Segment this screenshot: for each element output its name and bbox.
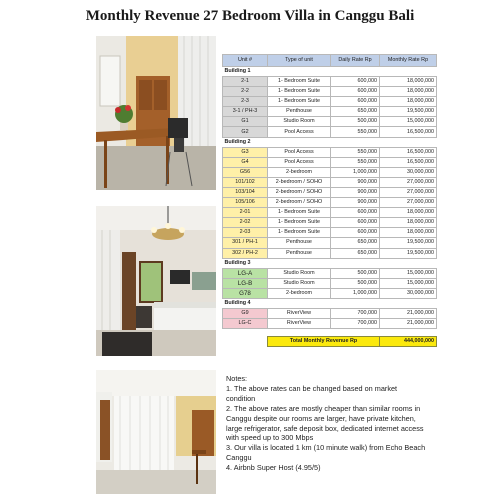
daily-rate-cell: 900,000 bbox=[331, 198, 380, 208]
building-heading-row bbox=[223, 67, 437, 77]
spacer-cell bbox=[223, 329, 437, 337]
unit-cell: 105/106 bbox=[223, 198, 268, 208]
monthly-rate-cell: 15,000,000 bbox=[380, 117, 437, 127]
monthly-rate-cell: 27,000,000 bbox=[380, 198, 437, 208]
daily-rate-cell: 700,000 bbox=[331, 308, 380, 318]
table-row bbox=[223, 107, 437, 117]
type-cell: Pool Access bbox=[268, 157, 331, 167]
unit-cell: 2-3 bbox=[223, 97, 268, 107]
note-item: 2. The above rates are mostly cheaper than similar rooms in Canggu despite our rooms are larger, have private kitchen, large refrigerator, safe deposit box, dedicated internet access with speed up to 300 Mbps bbox=[226, 403, 424, 443]
daily-rate-cell: 1,000,000 bbox=[331, 288, 380, 298]
table-row bbox=[223, 318, 437, 328]
type-cell: 2-bedroom / SOHO bbox=[268, 187, 331, 197]
table-row bbox=[223, 278, 437, 288]
rate-table bbox=[222, 54, 437, 347]
unit-cell: 301 / PH-1 bbox=[223, 238, 268, 248]
type-cell: 2-bedroom bbox=[268, 167, 331, 177]
daily-rate-cell: 650,000 bbox=[331, 238, 380, 248]
type-cell: 1- Bedroom Suite bbox=[268, 97, 331, 107]
daily-rate-cell: 700,000 bbox=[331, 318, 380, 328]
type-cell: 1- Bedroom Suite bbox=[268, 228, 331, 238]
building-label: Building 2 bbox=[223, 137, 437, 147]
header-type: Type of unit bbox=[268, 55, 331, 67]
monthly-rate-cell: 27,000,000 bbox=[380, 177, 437, 187]
unit-cell: LG-A bbox=[223, 268, 268, 278]
monthly-rate-cell: 19,500,000 bbox=[380, 238, 437, 248]
type-cell: 2-bedroom / SOHO bbox=[268, 198, 331, 208]
total-blank bbox=[223, 337, 268, 347]
header-daily-rate: Daily Rate Rp bbox=[331, 55, 380, 67]
daily-rate-cell: 500,000 bbox=[331, 268, 380, 278]
daily-rate-cell: 900,000 bbox=[331, 187, 380, 197]
unit-cell: LG-B bbox=[223, 278, 268, 288]
type-cell: Pool Access bbox=[268, 147, 331, 157]
daily-rate-cell: 600,000 bbox=[331, 77, 380, 87]
header-unit: Unit # bbox=[223, 55, 268, 67]
monthly-rate-cell: 30,000,000 bbox=[380, 288, 437, 298]
unit-cell: G78 bbox=[223, 288, 268, 298]
unit-cell: 302 / PH-2 bbox=[223, 248, 268, 258]
building-label: Building 3 bbox=[223, 258, 437, 268]
type-cell: RiverView bbox=[268, 308, 331, 318]
building-label: Building 1 bbox=[223, 67, 437, 77]
monthly-rate-cell: 16,500,000 bbox=[380, 157, 437, 167]
monthly-rate-cell: 21,000,000 bbox=[380, 308, 437, 318]
monthly-rate-cell: 18,000,000 bbox=[380, 228, 437, 238]
daily-rate-cell: 550,000 bbox=[331, 147, 380, 157]
type-cell: 1- Bedroom Suite bbox=[268, 208, 331, 218]
table-row bbox=[223, 127, 437, 137]
type-cell: Studio Room bbox=[268, 278, 331, 288]
unit-cell: 103/104 bbox=[223, 187, 268, 197]
spacer-row bbox=[223, 329, 437, 337]
daily-rate-cell: 600,000 bbox=[331, 218, 380, 228]
unit-cell: LG-C bbox=[223, 318, 268, 328]
type-cell: 1- Bedroom Suite bbox=[268, 87, 331, 97]
unit-cell: G3 bbox=[223, 147, 268, 157]
daily-rate-cell: 600,000 bbox=[331, 97, 380, 107]
monthly-rate-cell: 18,000,000 bbox=[380, 77, 437, 87]
unit-cell: G9 bbox=[223, 308, 268, 318]
daily-rate-cell: 600,000 bbox=[331, 228, 380, 238]
room-photo-bedroom bbox=[96, 206, 216, 356]
daily-rate-cell: 550,000 bbox=[331, 157, 380, 167]
table-row bbox=[223, 238, 437, 248]
monthly-rate-cell: 21,000,000 bbox=[380, 318, 437, 328]
table-header-row bbox=[223, 55, 437, 67]
room-photo-curtains bbox=[96, 370, 216, 494]
type-cell: Pool Access bbox=[268, 127, 331, 137]
monthly-rate-cell: 15,000,000 bbox=[380, 268, 437, 278]
table-row bbox=[223, 117, 437, 127]
table-row bbox=[223, 87, 437, 97]
monthly-rate-cell: 15,000,000 bbox=[380, 278, 437, 288]
building-label: Building 4 bbox=[223, 298, 437, 308]
note-item: 4. Airbnb Super Host (4.95/5) bbox=[226, 463, 321, 473]
table-row bbox=[223, 167, 437, 177]
unit-cell: 3-1 / PH-3 bbox=[223, 107, 268, 117]
notes-section bbox=[226, 374, 426, 473]
note-item: 3. Our villa is located 1 km (10 minute walk) from Echo Beach Canggu bbox=[226, 443, 426, 463]
unit-cell: 2-01 bbox=[223, 208, 268, 218]
header-monthly-rate: Monthly Rate Rp bbox=[380, 55, 437, 67]
unit-cell: G1 bbox=[223, 117, 268, 127]
monthly-rate-cell: 16,500,000 bbox=[380, 147, 437, 157]
type-cell: 2-bedroom / SOHO bbox=[268, 177, 331, 187]
type-cell: 1- Bedroom Suite bbox=[268, 218, 331, 228]
daily-rate-cell: 600,000 bbox=[331, 87, 380, 97]
daily-rate-cell: 600,000 bbox=[331, 208, 380, 218]
type-cell: RiverView bbox=[268, 318, 331, 328]
daily-rate-cell: 650,000 bbox=[331, 248, 380, 258]
table-row bbox=[223, 208, 437, 218]
table-row bbox=[223, 288, 437, 298]
type-cell: Penthouse bbox=[268, 238, 331, 248]
table-row bbox=[223, 308, 437, 318]
monthly-rate-cell: 27,000,000 bbox=[380, 187, 437, 197]
monthly-rate-cell: 16,500,000 bbox=[380, 127, 437, 137]
table-row bbox=[223, 157, 437, 167]
daily-rate-cell: 550,000 bbox=[331, 127, 380, 137]
unit-cell: 2-02 bbox=[223, 218, 268, 228]
type-cell: 2-bedroom bbox=[268, 288, 331, 298]
building-heading-row bbox=[223, 137, 437, 147]
daily-rate-cell: 650,000 bbox=[331, 107, 380, 117]
table-row bbox=[223, 177, 437, 187]
table-row bbox=[223, 268, 437, 278]
type-cell: 1- Bedroom Suite bbox=[268, 77, 331, 87]
unit-cell: 2-1 bbox=[223, 77, 268, 87]
type-cell: Studio Room bbox=[268, 268, 331, 278]
type-cell: Penthouse bbox=[268, 248, 331, 258]
notes-heading: Notes: bbox=[226, 374, 248, 383]
daily-rate-cell: 500,000 bbox=[331, 117, 380, 127]
room-photo-desk bbox=[96, 36, 216, 190]
monthly-rate-cell: 18,000,000 bbox=[380, 87, 437, 97]
table-row bbox=[223, 248, 437, 258]
daily-rate-cell: 900,000 bbox=[331, 177, 380, 187]
monthly-rate-cell: 30,000,000 bbox=[380, 167, 437, 177]
monthly-rate-cell: 19,500,000 bbox=[380, 107, 437, 117]
total-label: Total Monthly Revenue Rp bbox=[268, 337, 380, 347]
monthly-rate-cell: 19,500,000 bbox=[380, 248, 437, 258]
table-row bbox=[223, 218, 437, 228]
table-row bbox=[223, 97, 437, 107]
unit-cell: G4 bbox=[223, 157, 268, 167]
table-row bbox=[223, 228, 437, 238]
building-heading-row bbox=[223, 298, 437, 308]
daily-rate-cell: 1,000,000 bbox=[331, 167, 380, 177]
table-row bbox=[223, 187, 437, 197]
unit-cell: 2-03 bbox=[223, 228, 268, 238]
total-row bbox=[223, 337, 437, 347]
table-row bbox=[223, 147, 437, 157]
unit-cell: 2-2 bbox=[223, 87, 268, 97]
type-cell: Penthouse bbox=[268, 107, 331, 117]
note-item: 1. The above rates can be changed based on market condition bbox=[226, 383, 398, 403]
unit-cell: 101/102 bbox=[223, 177, 268, 187]
monthly-rate-cell: 18,000,000 bbox=[380, 208, 437, 218]
monthly-rate-cell: 18,000,000 bbox=[380, 218, 437, 228]
table-row bbox=[223, 198, 437, 208]
daily-rate-cell: 500,000 bbox=[331, 278, 380, 288]
unit-cell: G2 bbox=[223, 127, 268, 137]
type-cell: Studio Room bbox=[268, 117, 331, 127]
table-row bbox=[223, 77, 437, 87]
building-heading-row bbox=[223, 258, 437, 268]
monthly-rate-cell: 18,000,000 bbox=[380, 97, 437, 107]
unit-cell: G56 bbox=[223, 167, 268, 177]
total-value: 444,000,000 bbox=[380, 337, 437, 347]
page-title: Monthly Revenue 27 Bedroom Villa in Canggu Bali bbox=[85, 8, 415, 24]
